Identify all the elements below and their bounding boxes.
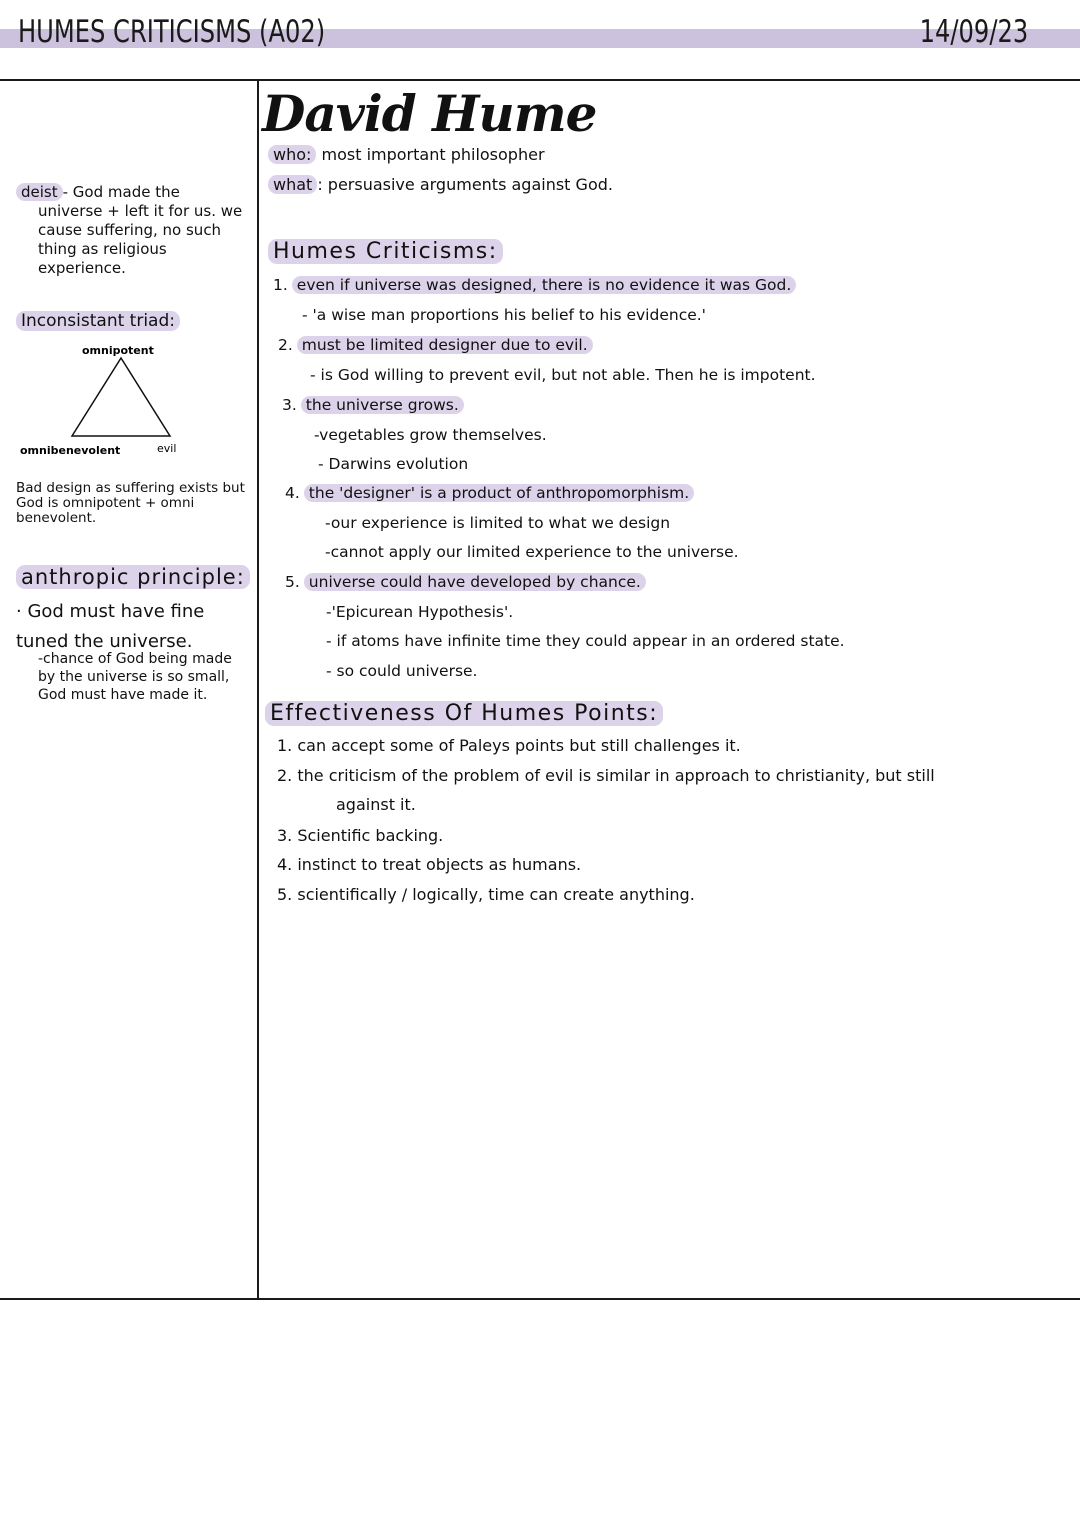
criticism-text: the 'designer' is a product of anthropomorphism. bbox=[304, 484, 694, 502]
criticism-text: - if atoms have infinite time they could appear in an ordered state. bbox=[326, 632, 845, 650]
triad-triangle bbox=[72, 358, 170, 436]
criticism-text: - so could universe. bbox=[326, 662, 478, 680]
criticism-number: 2. bbox=[278, 336, 293, 354]
who-line bbox=[268, 145, 545, 164]
criticism-text: must be limited designer due to evil. bbox=[297, 336, 593, 354]
criticisms-heading: Humes Criticisms: bbox=[268, 239, 503, 264]
bad-design-note: Bad design as suffering exists but God is omnipotent + omni benevolent. bbox=[16, 480, 245, 526]
what-label: what bbox=[268, 175, 317, 194]
effectiveness-line: 5. scientifically / logically, time can create anything. bbox=[277, 885, 695, 904]
criticism-line bbox=[302, 306, 706, 324]
what-text: : persuasive arguments against God. bbox=[317, 175, 613, 194]
page-date: 14/09/23 bbox=[919, 14, 1028, 50]
page-title: HUMES CRITICISMS (A02) bbox=[18, 14, 326, 50]
main-title: David Hume bbox=[262, 84, 597, 143]
effectiveness-line: 1. can accept some of Paleys points but still challenges it. bbox=[277, 736, 741, 755]
criticism-text: -cannot apply our limited experience to the universe. bbox=[325, 543, 739, 561]
criticisms-heading-wrap bbox=[268, 239, 503, 264]
criticism-line bbox=[326, 603, 513, 621]
triad-left-label: omnibenevolent bbox=[20, 444, 121, 457]
who-label: who: bbox=[268, 145, 316, 164]
effectiveness-line: 3. Scientific backing. bbox=[277, 826, 444, 845]
criticism-text: universe could have developed by chance. bbox=[304, 573, 646, 591]
criticism-line bbox=[326, 632, 845, 650]
deist-text: - God made the bbox=[62, 183, 180, 201]
triad-label: Inconsistant triad: bbox=[16, 311, 180, 331]
criticism-line bbox=[310, 366, 816, 384]
anthropic-point: · God must have fine tuned the universe. bbox=[16, 601, 205, 652]
criticism-number: 1. bbox=[273, 276, 288, 294]
criticism-line bbox=[282, 396, 464, 414]
criticism-line bbox=[285, 573, 646, 591]
what-line bbox=[268, 175, 613, 194]
top-rule bbox=[0, 79, 1080, 81]
criticism-text: even if universe was designed, there is no evidence it was God. bbox=[292, 276, 797, 294]
criticism-number: 3. bbox=[282, 396, 297, 414]
triad-top-label: omnipotent bbox=[82, 344, 154, 357]
effectiveness-heading: Effectiveness Of Humes Points: bbox=[265, 701, 663, 726]
inconsistent-triad-diagram bbox=[14, 342, 244, 462]
criticism-text: - is God willing to prevent evil, but not able. Then he is impotent. bbox=[310, 366, 816, 384]
criticism-line bbox=[278, 336, 593, 354]
criticism-line bbox=[273, 276, 796, 294]
triad-label-wrap bbox=[16, 311, 252, 331]
effectiveness-heading-wrap bbox=[265, 701, 663, 726]
criticism-number: 5. bbox=[285, 573, 300, 591]
deist-note bbox=[16, 183, 252, 278]
criticism-text: -'Epicurean Hypothesis'. bbox=[326, 603, 514, 621]
criticism-number: 4. bbox=[285, 484, 300, 502]
bottom-rule bbox=[0, 1298, 1080, 1300]
deist-rest: universe + left it for us. we cause suffering, no such thing as religious experience. bbox=[38, 202, 243, 277]
anthropic-heading: anthropic principle: bbox=[16, 565, 250, 589]
criticism-line bbox=[325, 514, 670, 532]
criticism-line bbox=[325, 543, 739, 561]
criticism-text: -our experience is limited to what we design bbox=[325, 514, 671, 532]
criticism-line bbox=[285, 484, 694, 502]
effectiveness-line: 4. instinct to treat objects as humans. bbox=[277, 855, 582, 874]
criticism-text: - 'a wise man proportions his belief to his evidence.' bbox=[302, 306, 706, 324]
margin-rule bbox=[257, 79, 259, 1299]
triad-right-label: evil bbox=[157, 442, 177, 455]
deist-term: deist bbox=[16, 183, 63, 201]
criticism-line bbox=[318, 455, 468, 473]
anthropic-heading-wrap bbox=[16, 565, 252, 589]
criticism-line bbox=[326, 662, 477, 680]
effectiveness-line: 2. the criticism of the problem of evil is similar in approach to christianity, but still bbox=[277, 766, 935, 785]
effectiveness-line: against it. bbox=[336, 795, 416, 814]
anthropic-subpoint: -chance of God being made by the universe is so small, God must have made it. bbox=[38, 651, 232, 703]
who-text: most important philosopher bbox=[321, 145, 545, 164]
criticism-text: the universe grows. bbox=[301, 396, 464, 414]
criticism-line bbox=[314, 426, 547, 444]
criticism-text: -vegetables grow themselves. bbox=[314, 426, 547, 444]
criticism-text: - Darwins evolution bbox=[318, 455, 469, 473]
